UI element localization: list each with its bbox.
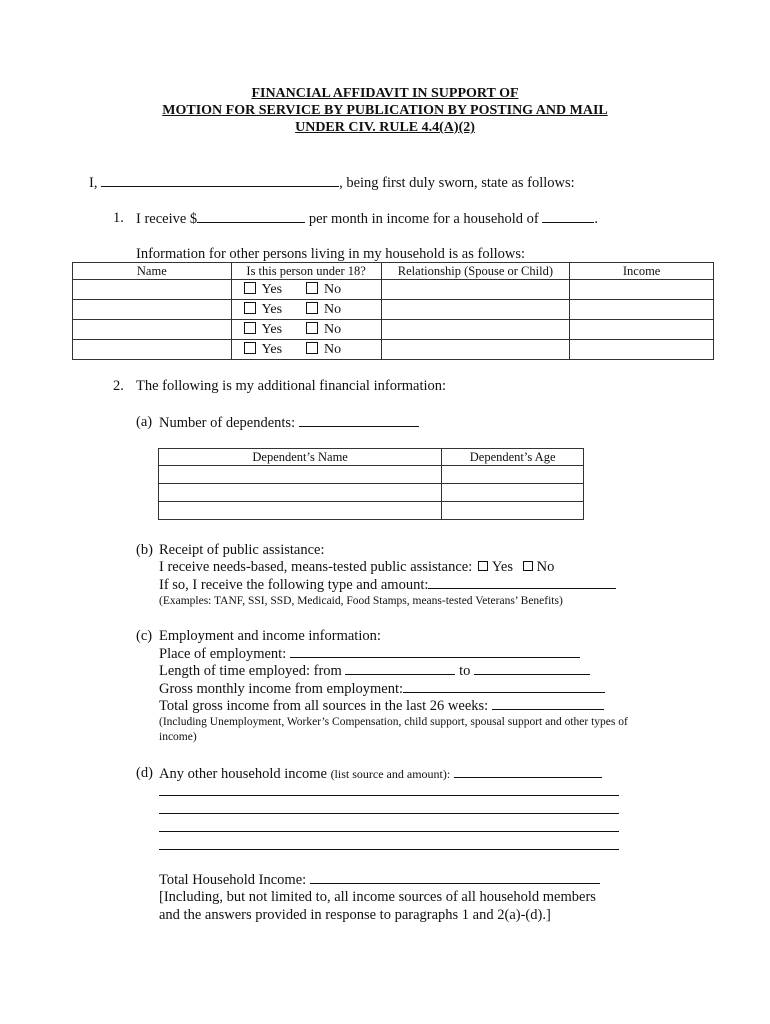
employed-from-blank[interactable]	[345, 662, 455, 675]
table-row	[159, 502, 584, 520]
no-checkbox[interactable]	[306, 342, 318, 354]
name-cell[interactable]	[73, 280, 232, 300]
table-row	[159, 466, 584, 484]
no-label: No	[324, 321, 342, 337]
dependent-name-cell[interactable]	[159, 466, 442, 484]
other-income-line-1[interactable]	[159, 795, 619, 796]
length-employed-text: Length of time employed: from	[159, 663, 342, 679]
income-cell[interactable]	[570, 340, 714, 360]
income-cell[interactable]	[570, 300, 714, 320]
item2-number: 2.	[113, 378, 124, 394]
other-income-blank[interactable]	[454, 765, 602, 778]
employment-note-line-1: (Including Unemployment, Worker’s Compensation, child support, spousal support and other types of	[159, 716, 628, 728]
dependents-header-row	[159, 449, 584, 466]
name-cell[interactable]	[73, 340, 232, 360]
place-of-employment-line	[159, 645, 580, 662]
dependent-age-cell[interactable]	[442, 502, 584, 520]
assistance-yes-checkbox[interactable]	[478, 561, 488, 571]
no-label: No	[324, 281, 342, 297]
total-household-income-blank[interactable]	[310, 871, 600, 884]
relationship-cell[interactable]	[381, 280, 570, 300]
header-relationship: Relationship (Spouse or Child)	[381, 263, 570, 280]
item2-intro: The following is my additional financial information:	[136, 378, 447, 394]
assistance-type-line	[159, 576, 616, 593]
employed-to-blank[interactable]	[474, 662, 590, 675]
assistance-no-checkbox[interactable]	[523, 561, 533, 571]
oath-prefix: I,	[89, 175, 98, 191]
under-18-cell	[231, 280, 381, 300]
employed-to-text: to	[459, 663, 471, 679]
total-household-income-line	[159, 871, 600, 888]
table-row	[73, 340, 714, 360]
yes-checkbox[interactable]	[244, 302, 256, 314]
other-income-line-4[interactable]	[159, 849, 619, 850]
yes-checkbox[interactable]	[244, 322, 256, 334]
yes-checkbox[interactable]	[244, 282, 256, 294]
item2c-label: (c)	[136, 628, 153, 644]
title-line-1: FINANCIAL AFFIDAVIT IN SUPPORT OF	[251, 86, 519, 101]
dependents-table	[158, 448, 584, 520]
household-size-blank[interactable]	[542, 210, 594, 223]
dependent-age-cell[interactable]	[442, 484, 584, 502]
total-26-weeks-blank[interactable]	[492, 697, 604, 710]
yes-label: Yes	[261, 281, 283, 297]
header-dependent-age: Dependent’s Age	[442, 449, 584, 466]
assistance-type-text: If so, I receive the following type and amount:	[159, 577, 429, 593]
length-employed-line	[159, 662, 590, 679]
place-of-employment-blank[interactable]	[290, 645, 580, 658]
household-table	[72, 262, 714, 360]
item1-line	[136, 210, 598, 227]
dependents-line	[159, 414, 419, 431]
name-cell[interactable]	[73, 320, 232, 340]
assistance-yes-label: Yes	[491, 559, 513, 575]
item2a-label: (a)	[136, 414, 153, 430]
other-income-text: Any other household income	[159, 766, 327, 782]
no-checkbox[interactable]	[306, 322, 318, 334]
under-18-cell	[231, 320, 381, 340]
household-intro: Information for other persons living in my household is as follows:	[136, 246, 526, 262]
header-dependent-name: Dependent’s Name	[159, 449, 442, 466]
header-name: Name	[73, 263, 232, 280]
household-note-line-1: [Including, but not limited to, all income sources of all household members	[159, 889, 596, 905]
item1-number: 1.	[113, 210, 124, 226]
dependents-count-blank[interactable]	[299, 414, 419, 427]
monthly-income-blank[interactable]	[197, 210, 305, 223]
gross-monthly-text: Gross monthly income from employment:	[159, 681, 404, 697]
other-income-line-2[interactable]	[159, 813, 619, 814]
employment-note-line-2: income)	[159, 731, 197, 743]
relationship-cell[interactable]	[381, 300, 570, 320]
table-row	[159, 484, 584, 502]
other-income-line-3[interactable]	[159, 831, 619, 832]
other-income-line	[159, 765, 602, 782]
public-assistance-heading: Receipt of public assistance:	[159, 542, 325, 558]
item1-part1: I receive $	[136, 211, 198, 227]
item1-part2: per month in income for a household of	[305, 211, 543, 227]
assistance-type-blank[interactable]	[428, 576, 616, 589]
public-assistance-question: I receive needs-based, means-tested public assistance:	[159, 559, 473, 575]
yes-label: Yes	[261, 301, 283, 317]
dependent-name-cell[interactable]	[159, 502, 442, 520]
no-label: No	[324, 301, 342, 317]
employment-heading: Employment and income information:	[159, 628, 381, 644]
name-cell[interactable]	[73, 300, 232, 320]
assistance-examples: (Examples: TANF, SSI, SSD, Medicaid, Food Stamps, means-tested Veterans’ Benefits)	[159, 595, 563, 607]
under-18-cell	[231, 300, 381, 320]
assistance-no-label: No	[536, 559, 555, 575]
public-assistance-line	[159, 559, 554, 575]
header-income: Income	[570, 263, 714, 280]
place-of-employment-text: Place of employment:	[159, 646, 287, 662]
header-under-18: Is this person under 18?	[231, 263, 381, 280]
relationship-cell[interactable]	[381, 340, 570, 360]
table-row	[73, 280, 714, 300]
dependent-name-cell[interactable]	[159, 484, 442, 502]
yes-checkbox[interactable]	[244, 342, 256, 354]
dependents-text: Number of dependents:	[159, 415, 296, 431]
household-header-row	[73, 263, 714, 280]
dependent-age-cell[interactable]	[442, 466, 584, 484]
item2b-label: (b)	[136, 542, 153, 558]
affiant-name-blank[interactable]	[101, 174, 339, 187]
title-line-3: UNDER CIV. RULE 4.4(A)(2)	[295, 120, 475, 135]
household-note-line-2: and the answers provided in response to paragraphs 1 and 2(a)-(d).]	[159, 907, 551, 923]
gross-monthly-line	[159, 680, 605, 697]
oath-line	[89, 174, 575, 191]
gross-monthly-blank[interactable]	[403, 680, 605, 693]
item2d-label: (d)	[136, 765, 153, 781]
table-row	[73, 300, 714, 320]
table-row	[73, 320, 714, 340]
relationship-cell[interactable]	[381, 320, 570, 340]
no-checkbox[interactable]	[306, 282, 318, 294]
yes-label: Yes	[261, 341, 283, 357]
income-cell[interactable]	[570, 280, 714, 300]
income-cell[interactable]	[570, 320, 714, 340]
oath-suffix: , being first duly sworn, state as follows:	[339, 175, 575, 191]
no-label: No	[324, 341, 342, 357]
no-checkbox[interactable]	[306, 302, 318, 314]
other-income-hint: (list source and amount):	[330, 767, 451, 781]
yes-label: Yes	[261, 321, 283, 337]
total-household-income-text: Total Household Income:	[159, 872, 307, 888]
under-18-cell	[231, 340, 381, 360]
title-line-2: MOTION FOR SERVICE BY PUBLICATION BY POSTING AND MAIL	[162, 103, 608, 118]
item1-part3: .	[594, 211, 598, 227]
total-26-weeks-line	[159, 697, 604, 714]
total-26-weeks-text: Total gross income from all sources in the last 26 weeks:	[159, 698, 489, 714]
